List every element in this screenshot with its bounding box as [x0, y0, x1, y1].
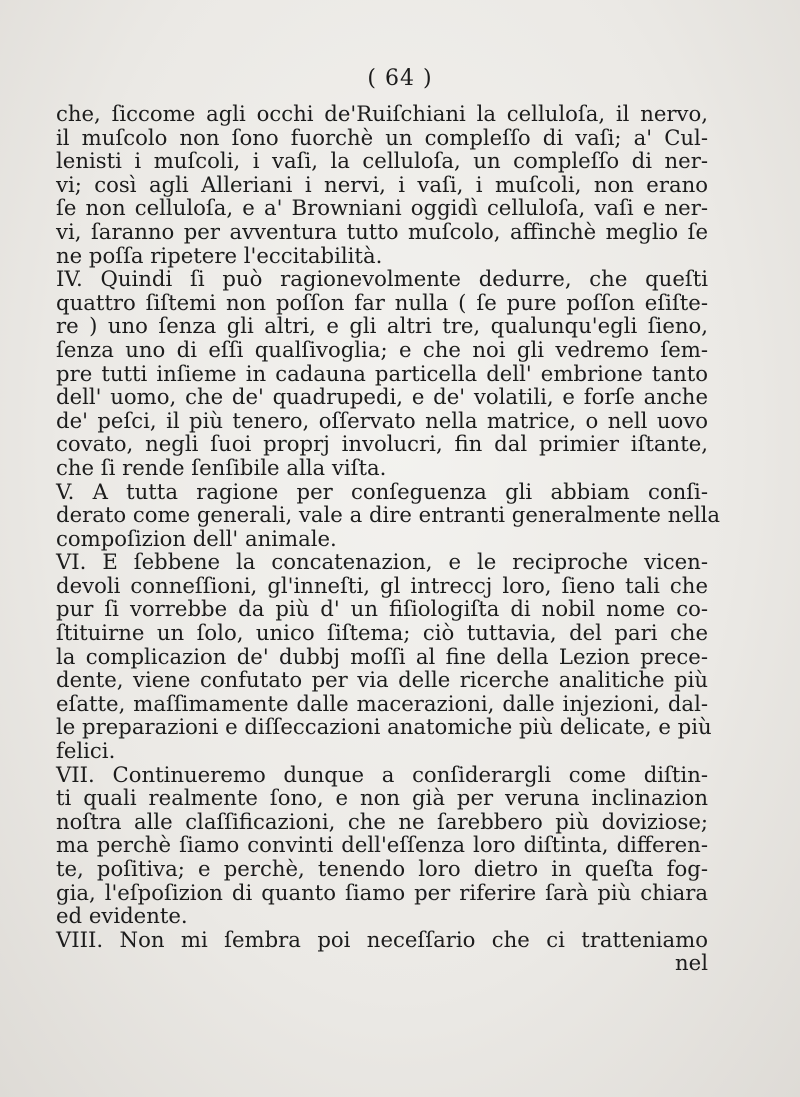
catchword: nel [675, 950, 708, 976]
text-line: vi, ſaranno per avventura tutto muſcolo, affinchè meglio ſe [56, 218, 708, 244]
text-line: ſe non celluloſa, e a' Browniani oggidì celluloſa, vaſi e ner- [56, 195, 708, 221]
text-line: che, ſiccome agli occhi de'Ruiſchiani la celluloſa, il nervo, [56, 101, 708, 126]
text-line: noſtra alle claſſificazioni, che ne ſarebbero più doviziose; [56, 808, 708, 834]
paragraph-v-line: V. A tutta ragione per conſeguenza gli abbiam conſi- [56, 478, 708, 504]
text-line: quattro ſiſtemi non poſſon far nulla ( ſe pure poſſon eſiſte- [56, 289, 708, 315]
text-line: te, poſitiva; e perchè, tenendo loro dietro in queſta fog- [56, 856, 708, 881]
text-line: covato, negli ſuoi proprj involucri, fin dal primier iſtante, [56, 431, 708, 457]
text-line: eſatte, maſſimamente dalle macerazioni, dalle injezioni, dal- [56, 690, 708, 716]
text-line: pre tutti inſieme in cadauna particella dell' embrione tanto [56, 360, 708, 386]
page-body-text [56, 101, 721, 976]
text-line: ti quali realmente ſono, e non già per veruna inclinazion [56, 785, 708, 811]
text-line: ſenza uno di eſſi qualſivoglia; e che noi gli vedremo ſem- [56, 336, 708, 362]
paragraph-vi-line: VI. E ſebbene la concatenazion, e le reciproche vicen- [56, 549, 708, 575]
text-line: ne poſſa ripetere l'eccitabilità. [56, 242, 383, 268]
paragraph-viii-line: VIII. Non mi ſembra poi neceſſario che ci tratteniamo [56, 926, 708, 952]
page-number: ( 64 ) [367, 66, 433, 91]
text-line: la complicazion de' dubbj moſſi al fine della Lezion prece- [56, 643, 708, 669]
text-line: derato come generali, vale a dire entranti generalmente nella [56, 502, 721, 528]
text-line: re ) uno ſenza gli altri, e gli altri tre, qualunqu'egli ſieno, [56, 313, 708, 339]
text-line: dell' uomo, che de' quadrupedi, e de' volatili, e forſe anche [56, 384, 708, 410]
paragraph-iv-line: IV. Quindi ſi può ragionevolmente dedurre, che queſti [56, 266, 708, 292]
text-line: lenisti i muſcoli, i vaſi, la celluloſa, un compleſſo di ner- [56, 148, 708, 174]
text-line: dente, viene confutato per via delle ricerche analitiche più [56, 667, 708, 693]
text-line: vi; così agli Alleriani i nervi, i vaſi, i muſcoli, non erano [56, 171, 708, 197]
text-line: ed evidente. [56, 903, 188, 929]
text-line: il muſcolo non ſono fuorchè un compleſſo di vaſi; a' Cul- [56, 124, 708, 150]
text-line: ma perchè ſiamo convinti dell'eſſenza loro diſtinta, differen- [56, 832, 708, 858]
text-line: compoſizion dell' animale. [56, 525, 337, 551]
text-line: che ſi rende ſenſibile alla viſta. [56, 454, 387, 480]
text-line: felici. [56, 738, 116, 764]
text-line: le preparazioni e diſſeccazioni anatomiche più delicate, e più [56, 714, 712, 740]
text-line: ſtituirne un ſolo, unico ſiſtema; ciò tuttavia, del pari che [56, 620, 708, 646]
text-line: de' peſci, il più tenero, oſſervato nella matrice, o nell uovo [56, 407, 708, 433]
text-line: pur ſi vorrebbe da più d' un fiſiologiſta di nobil nome co- [56, 596, 708, 622]
paragraph-vii-line: VII. Continueremo dunque a conſiderargli come diſtin- [56, 761, 708, 787]
text-line: devoli conneſſioni, gl'inneſti, gl intreccj loro, ſieno tali che [56, 572, 708, 598]
text-line: gia, l'eſpoſizion di quanto ſiamo per riferire ſarà più chiara [56, 879, 708, 905]
